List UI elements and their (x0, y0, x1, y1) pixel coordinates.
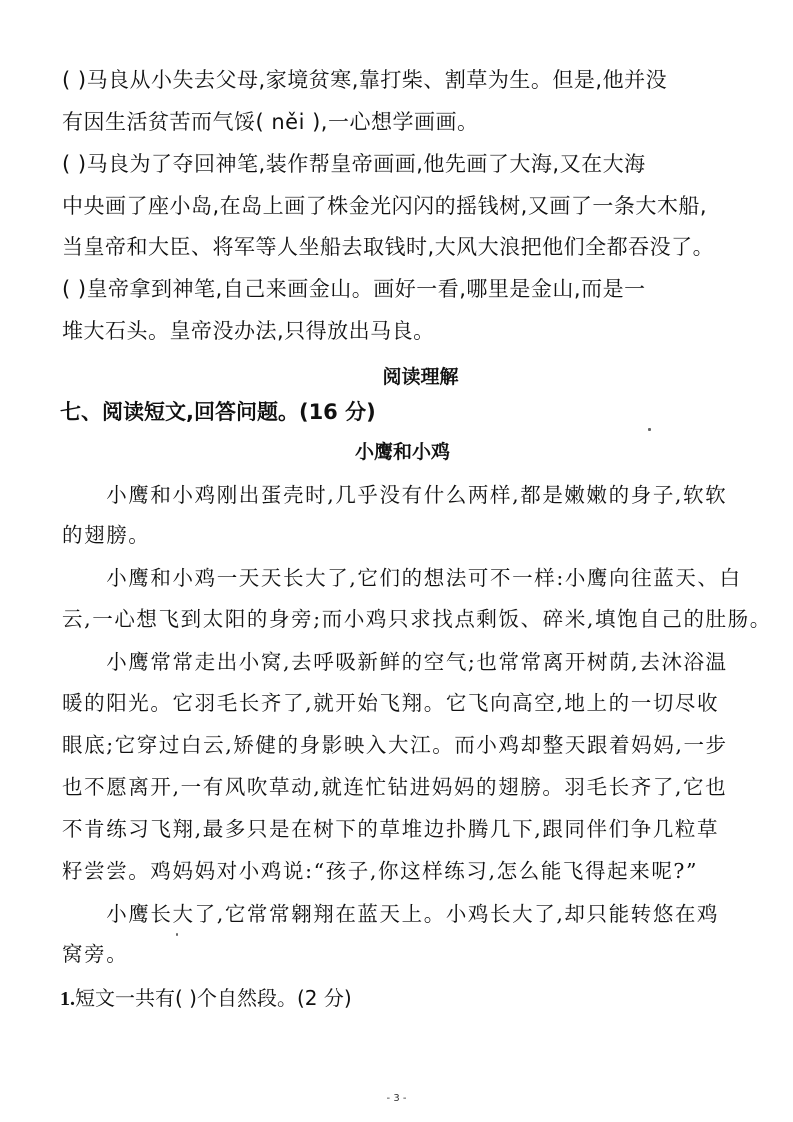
scan-dot (176, 933, 178, 936)
passage-line: 小鹰和小鸡刚出蛋壳时,几乎没有什么两样,都是嫩嫩的身子,软软 (62, 483, 728, 507)
option-3-line-1: ( )皇帝拿到神笔,自己来画金山。画好一看,哪里是金山,而是一 (62, 277, 646, 301)
passage-line: 不肯练习飞翔,最多只是在树下的草堆边扑腾几下,跟同伴们争几粒草 (62, 817, 720, 841)
question-7-heading: 七、阅读短文,回答问题。(16 分) (60, 400, 376, 424)
passage-line: 云,一心想飞到太阳的身旁;而小鸡只求找点剩饭、碎米,填饱自己的肚肠。 (62, 607, 772, 631)
question-number: 1. (60, 988, 75, 1010)
question-text[interactable]: 短文一共有( )个自然段。(2 分) (75, 986, 352, 1010)
answer-blank[interactable]: ( ) (62, 277, 87, 301)
option-2-line-2: 中央画了座小岛,在岛上画了株金光闪闪的摇钱树,又画了一条大木船, (62, 194, 708, 218)
answer-blank[interactable]: ( ) (62, 152, 87, 176)
passage-line: 也不愿离开,一有风吹草动,就连忙钻进妈妈的翅膀。羽毛长齐了,它也 (62, 775, 728, 799)
passage-title: 小鹰和小鸡 (354, 441, 450, 463)
option-2-line-1: ( )马良为了夺回神笔,装作帮皇帝画画,他先画了大海,又在大海 (62, 152, 646, 176)
passage-line: 眼底;它穿过白云,矫健的身影映入大江。而小鸡却整天跟着妈妈,一步 (62, 733, 728, 757)
page-number: - 3 - (386, 1093, 407, 1104)
passage-line: 小鹰长大了,它常常翱翔在蓝天上。小鸡长大了,却只能转悠在鸡 (62, 902, 720, 926)
passage-line: 暖的阳光。它羽毛长齐了,就开始飞翔。它飞向高空,地上的一切尽收 (62, 691, 720, 715)
passage-line: 籽尝尝。鸡妈妈对小鸡说:“孩子,你这样练习,怎么能飞得起来呢?” (62, 859, 699, 883)
scan-dot (648, 428, 651, 431)
option-1-line-2: 有因生活贫苦而气馁( něi ),一心想学画画。 (62, 110, 479, 134)
passage-line: 窝旁。 (62, 942, 129, 966)
option-1-line-1: ( )马良从小失去父母,家境贫寒,靠打柴、割草为生。但是,他并没 (62, 68, 668, 92)
passage-line: 的翅膀。 (62, 523, 151, 547)
answer-blank[interactable]: ( ) (62, 68, 87, 92)
passage-line: 小鹰常常走出小窝,去呼吸新鲜的空气;也常常离开树荫,去沐浴温 (62, 650, 728, 674)
question-1 (60, 988, 352, 1009)
option-2-line-3: 当皇帝和大臣、将军等人坐船去取钱时,大风大浪把他们全都吞没了。 (62, 235, 715, 259)
section-title: 阅读理解 (382, 366, 459, 388)
passage-line: 小鹰和小鸡一天天长大了,它们的想法可不一样:小鹰向往蓝天、白 (62, 566, 742, 590)
option-3-line-2: 堆大石头。皇帝没办法,只得放出马良。 (62, 319, 435, 343)
